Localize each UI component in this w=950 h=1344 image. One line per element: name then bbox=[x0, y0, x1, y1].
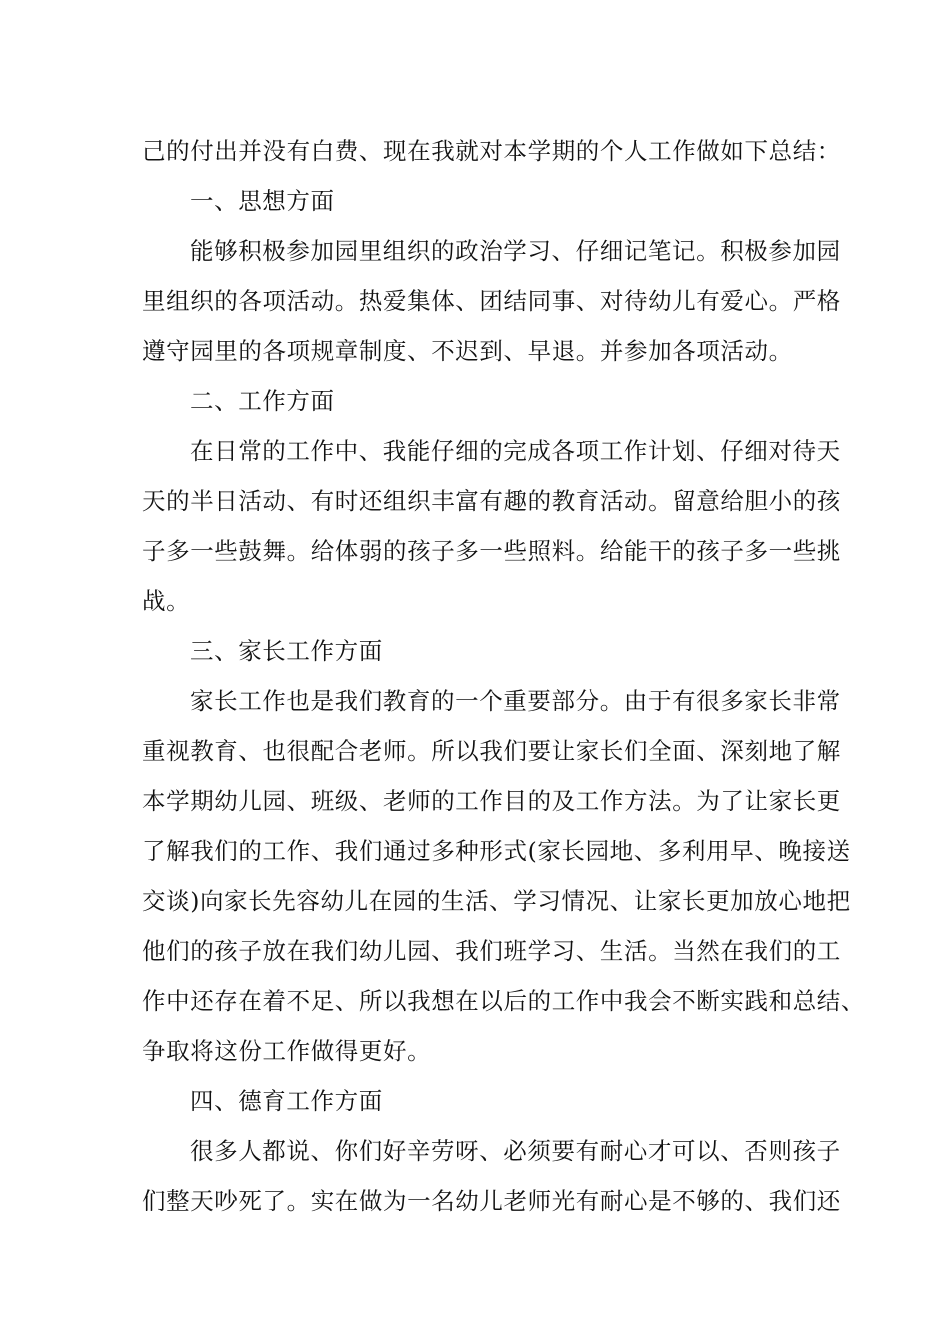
text-line: 子多一些鼓舞。给体弱的孩子多一些照料。给能干的孩子多一些挑 bbox=[142, 537, 841, 565]
text-line: 本学期幼儿园、班级、老师的工作目的及工作方法。为了让家长更 bbox=[142, 787, 841, 815]
text-line: 重视教育、也很配合老师。所以我们要让家长们全面、深刻地了解 bbox=[142, 737, 841, 765]
text-line: 们整天吵死了。实在做为一名幼儿老师光有耐心是不够的、我们还 bbox=[142, 1187, 841, 1215]
text-line: 能够积极参加园里组织的政治学习、仔细记笔记。积极参加园 bbox=[190, 237, 841, 265]
text-line: 家长工作也是我们教育的一个重要部分。由于有很多家长非常 bbox=[190, 687, 841, 715]
text-line: 争取将这份工作做得更好。 bbox=[142, 1037, 432, 1065]
text-line: 天的半日活动、有时还组织丰富有趣的教育活动。留意给胆小的孩 bbox=[142, 487, 841, 515]
text-line: 遵守园里的各项规章制度、不迟到、早退。并参加各项活动。 bbox=[142, 337, 793, 365]
text-line: 己的付出并没有白费、现在我就对本学期的个人工作做如下总结： bbox=[142, 137, 841, 165]
text-line: 他们的孩子放在我们幼儿园、我们班学习、生活。当然在我们的工 bbox=[142, 937, 841, 965]
section-heading: 一、思想方面 bbox=[190, 187, 335, 215]
section-heading: 四、德育工作方面 bbox=[190, 1087, 383, 1115]
text-line: 里组织的各项活动。热爱集体、团结同事、对待幼儿有爱心。严格 bbox=[142, 287, 841, 315]
text-line: 战。 bbox=[142, 587, 191, 615]
document-body bbox=[142, 132, 865, 1232]
section-heading: 三、家长工作方面 bbox=[190, 637, 383, 665]
text-line: 作中还存在着不足、所以我想在以后的工作中我会不断实践和总结、 bbox=[142, 987, 865, 1015]
text-line: 交谈)向家长先容幼儿在园的生活、学习情况、让家长更加放心地把 bbox=[142, 887, 851, 915]
text-line: 了解我们的工作、我们通过多种形式(家长园地、多利用早、晚接送 bbox=[142, 837, 851, 865]
text-line: 很多人都说、你们好辛劳呀、必须要有耐心才可以、否则孩子 bbox=[190, 1137, 841, 1165]
text-line: 在日常的工作中、我能仔细的完成各项工作计划、仔细对待天 bbox=[190, 437, 841, 465]
section-heading: 二、工作方面 bbox=[190, 387, 335, 415]
